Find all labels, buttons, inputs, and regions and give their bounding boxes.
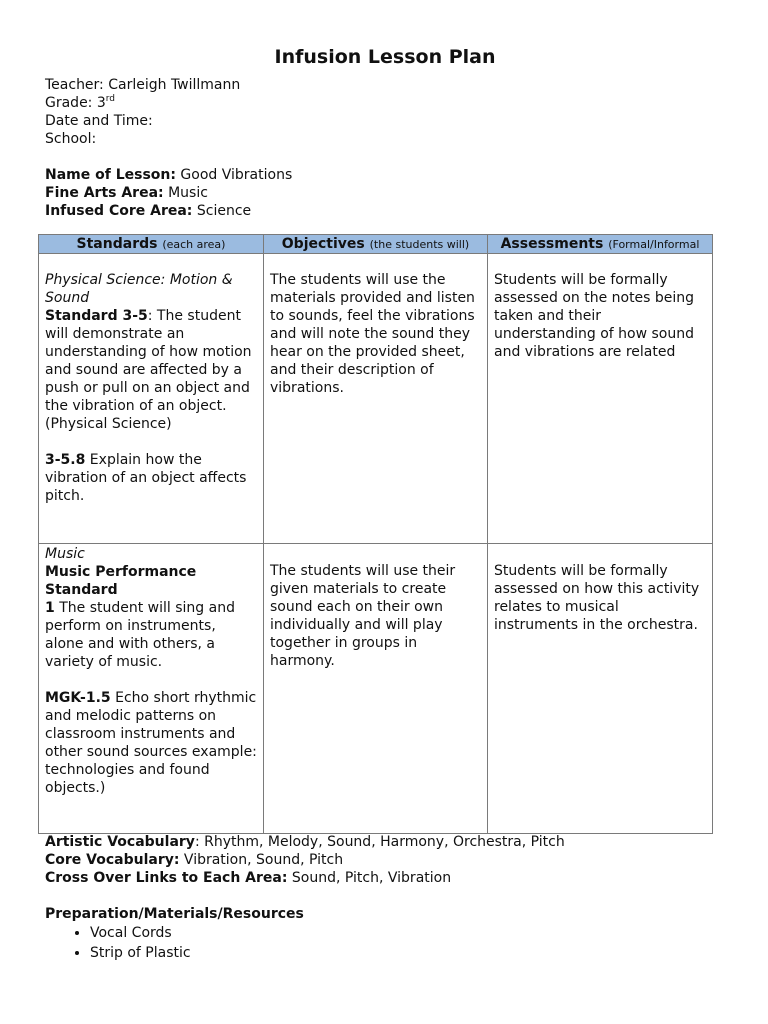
list-item: • Strip of Plastic [90,943,735,963]
standard-number: 1 [45,600,55,616]
lesson-table [38,234,713,834]
cross-links-line: Cross Over Links to Each Area: Sound, Pitch, Vibration [45,870,452,886]
lesson-plan-header [45,44,725,220]
date-time-line: Date and Time: [45,113,153,129]
standard-area: Music [45,546,85,562]
grade-suffix: rd [105,94,116,104]
teacher-text: Teacher: Carleigh Twillmann [45,77,241,93]
objectives-cell: The students will use their given materials to create sound each on their own individually and will play together in groups in harmony. [264,544,488,834]
vocabulary-section [45,833,735,963]
assessments-cell: Students will be formally assessed on how this activity relates to musical instruments in the orchestra. [488,544,713,834]
header-standards: Standards (each area) [39,235,264,254]
core-area-label: Infused Core Area: [45,203,193,219]
substandard-label: MGK-1.5 [45,690,111,706]
lesson-name-line [45,166,725,184]
substandard-text: Echo short rhythmic and melodic patterns on classroom instruments and other sound sources example: technologies and found objects.) [45,690,257,796]
teacher-line [45,76,725,94]
standard-text: : The student will demonstrate an understanding of how motion and sound are affected by a push or pull on an object and the vibration of an object. (Physical Science) [45,308,252,432]
standard-label: Music Performance Standard [45,564,197,598]
core-area-line [45,202,725,220]
grade-line [45,94,725,112]
standard-area: Physical Science: Motion & Sound [45,272,233,306]
objectives-cell: The students will use the materials provided and listen to sounds, feel the vibrations and will note the sound they hear on the provided sheet, and their description of vibrations. [264,254,488,544]
school-line: School: [45,131,97,147]
standard-label: Standard 3-5 [45,308,148,324]
standard-text: The student will sing and perform on instruments, alone and with others, a variety of music. [45,600,235,670]
standards-cell [39,544,264,834]
document-title: Infusion Lesson Plan [274,46,496,68]
assessments-cell: Students will be formally assessed on the notes being taken and their understanding of how sound and vibrations are related [488,254,713,544]
materials-list [45,923,735,963]
table-header-row [39,235,713,254]
fine-arts-line [45,184,725,202]
artistic-vocab-line: Artistic Vocabulary: Rhythm, Melody, Sound, Harmony, Orchestra, Pitch [45,834,565,850]
grade-text: Grade: 3 [45,95,106,111]
header-objectives: Objectives (the students will) [264,235,488,254]
fine-arts-value: Music [163,185,208,201]
standards-cell [39,254,264,544]
table-row [39,544,713,834]
substandard-text: Explain how the vibration of an object affects pitch. [45,452,247,504]
lesson-name-label: Name of Lesson: [45,167,176,183]
fine-arts-label: Fine Arts Area: [45,185,164,201]
lesson-name-value: Good Vibrations [175,167,293,183]
table-row [39,254,713,544]
core-area-value: Science [192,203,252,219]
header-assessments: Assessments (Formal/Informal [488,235,713,254]
core-vocab-line: Core Vocabulary: Vibration, Sound, Pitch [45,852,344,868]
list-item: • Vocal Cords [90,923,735,943]
substandard-label: 3-5.8 [45,452,86,468]
materials-heading: Preparation/Materials/Resources [45,906,304,922]
